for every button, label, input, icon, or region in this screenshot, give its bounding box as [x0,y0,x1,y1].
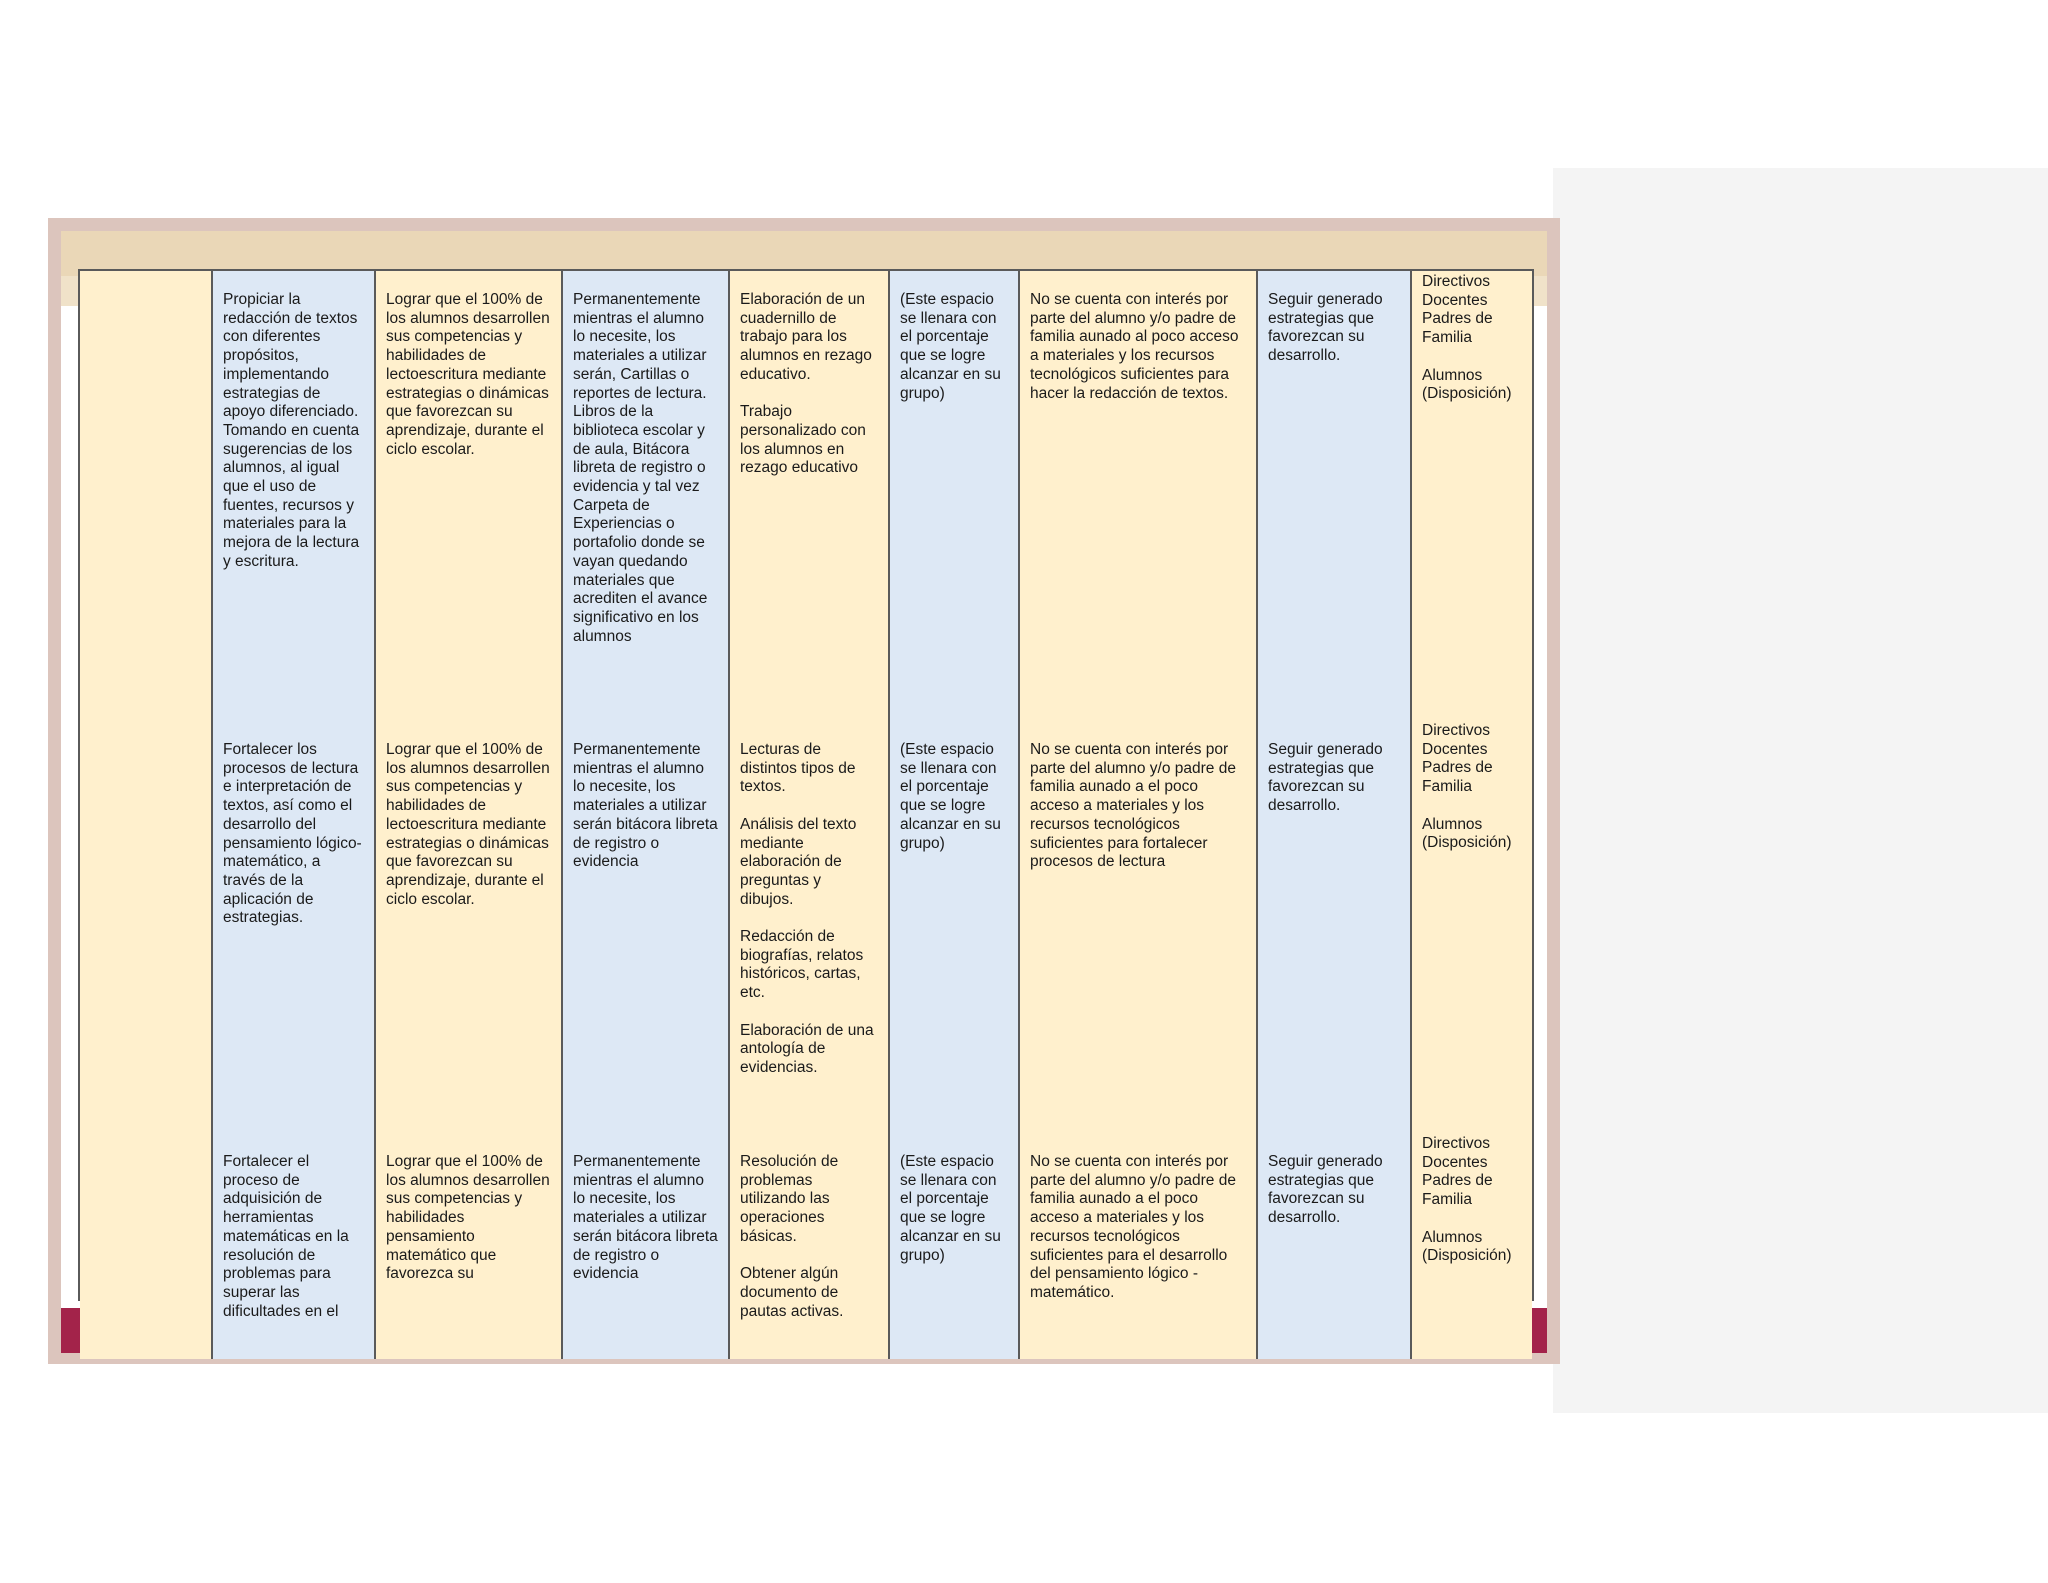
tiempo-cell: Permanentemente mientras el alumno lo necesite, los materiales a utilizar serán, Cartillas o reportes de lectura. Libros de la biblioteca escolar y de aula, Bitácora libreta de registro o evidencia y tal vez Carpeta de Experiencias o portafolio donde se vayan quedando materiales que acrediten el avance significativo en los alumnos [562,271,729,721]
tiempo-cell: Permanentemente mientras el alumno lo necesite, los materiales a utilizar serán bitácora libreta de registro o evidencia [562,1133,729,1359]
dificultades-cell: No se cuenta con interés por parte del alumno y/o padre de familia aunado a el poco acceso a materiales y los recursos tecnológicos suficientes para fortalecer procesos de lectura [1019,721,1257,1133]
seguimiento-cell: Seguir generado estrategias que favorezcan su desarrollo. [1257,1133,1411,1359]
plan-table [78,269,1534,1320]
meta-cell: Lograr que el 100% de los alumnos desarrollen sus competencias y habilidades de lectoescritura mediante estrategias o dinámicas que favorezcan su aprendizaje, durante el ciclo escolar. [375,271,562,721]
acciones-cell: Lecturas de distintos tipos de textos. Análisis del texto mediante elaboración de preguntas y dibujos. Redacción de biografías, relatos históricos, cartas, etc. Elaboración de una antología de evidencias. [729,721,889,1133]
responsables-cell: Directivos Docentes Padres de Familia Alumnos (Disposición) [1411,721,1532,1133]
table-row [80,1133,1532,1359]
meta-cell: Lograr que el 100% de los alumnos desarrollen sus competencias y habilidades de lectoescritura mediante estrategias o dinámicas que favorezcan su aprendizaje, durante el ciclo escolar. [375,721,562,1133]
porcentaje-cell: (Este espacio se llenara con el porcentaje que se logre alcanzar en su grupo) [889,271,1019,721]
table-row [80,271,1532,721]
seguimiento-cell: Seguir generado estrategias que favorezcan su desarrollo. [1257,271,1411,721]
objetivo-cell: Fortalecer el proceso de adquisición de herramientas matemáticas en la resolución de problemas para superar las dificultades en el [212,1133,375,1359]
tiempo-cell: Permanentemente mientras el alumno lo necesite, los materiales a utilizar serán bitácora libreta de registro o evidencia [562,721,729,1133]
objetivo-cell: Fortalecer los procesos de lectura e interpretación de textos, así como el desarrollo del pensamiento lógico- matemático, a través de la aplicación de estrategias. [212,721,375,1133]
responsables-cell: Directivos Docentes Padres de Familia Alumnos (Disposición) [1411,271,1532,721]
acciones-cell: Resolución de problemas utilizando las operaciones básicas. Obtener algún documento de pautas activas. [729,1133,889,1359]
responsables-cell: Directivos Docentes Padres de Familia Alumnos (Disposición) [1411,1133,1532,1359]
meta-cell: Lograr que el 100% de los alumnos desarrollen sus competencias y habilidades pensamiento matemático que favorezca su [375,1133,562,1359]
porcentaje-cell: (Este espacio se llenara con el porcentaje que se logre alcanzar en su grupo) [889,1133,1019,1359]
objetivo-cell: Propiciar la redacción de textos con diferentes propósitos, implementando estrategias de apoyo diferenciado. Tomando en cuenta sugerencias de los alumnos, al igual que el uso de fuentes, recursos y materiales para la mejora de la lectura y escritura. [212,271,375,721]
row-label-cell [80,1133,212,1359]
porcentaje-cell: (Este espacio se llenara con el porcentaje que se logre alcanzar en su grupo) [889,721,1019,1133]
side-panel [1553,168,2048,1413]
dificultades-cell: No se cuenta con interés por parte del alumno y/o padre de familia aunado al poco acceso a materiales y los recursos tecnológicos suficientes para hacer la redacción de textos. [1019,271,1257,721]
dificultades-cell: No se cuenta con interés por parte del alumno y/o padre de familia aunado a el poco acceso a materiales y los recursos tecnológicos suficientes para el desarrollo del pensamiento lógico - matemático. [1019,1133,1257,1359]
table-row [80,721,1532,1133]
row-label-cell [80,271,212,721]
row-label-cell [80,721,212,1133]
seguimiento-cell: Seguir generado estrategias que favorezcan su desarrollo. [1257,721,1411,1133]
acciones-cell: Elaboración de un cuadernillo de trabajo para los alumnos en rezago educativo. Trabajo personalizado con los alumnos en rezago educativo [729,271,889,721]
